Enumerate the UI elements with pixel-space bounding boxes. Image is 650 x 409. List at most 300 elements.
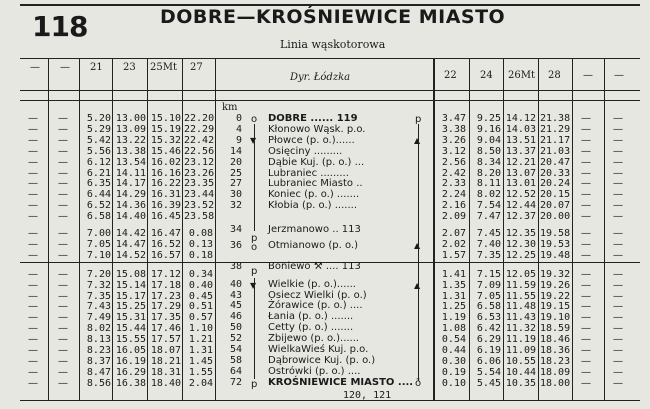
empty-cell: — [58, 312, 68, 324]
empty-cell: — [28, 377, 38, 389]
train-22-header: 22 [444, 70, 457, 81]
time-cell: 6.21 [86, 167, 111, 179]
empty-cell: — [28, 366, 38, 378]
km-value: 25 [229, 167, 242, 179]
time-cell: 6.29 [476, 334, 501, 346]
route-title: DOBRE—KROŚNIEWICE MIASTO [160, 6, 506, 28]
time-cell: 10.55 [505, 355, 536, 367]
empty-cell: — [58, 345, 68, 356]
time-cell: 13.07 [505, 167, 536, 179]
empty-cell: — [28, 156, 38, 168]
empty-cell: — [58, 156, 68, 168]
empty-cell: — [581, 134, 591, 146]
empty-cell: — [58, 249, 68, 261]
station-name: Boniewo ⚒ .... 113 [268, 260, 361, 272]
time-cell: 22.20 [184, 113, 215, 124]
km-value: 38 [229, 260, 242, 272]
empty-cell: — [581, 211, 591, 223]
time-cell: 1.35 [441, 279, 466, 291]
empty-cell: — [28, 334, 38, 346]
col-divider [538, 58, 539, 400]
empty-cell: — [58, 134, 68, 146]
time-cell: 3.12 [441, 145, 466, 157]
time-cell: 16.47 [150, 228, 181, 239]
station-name: Kłobia (p. o.) ....... [268, 200, 358, 212]
time-cell: 0.45 [188, 290, 213, 302]
time-cell: 12.05 [505, 268, 536, 280]
time-cell: 2.04 [188, 377, 213, 389]
time-cell: 8.02 [86, 323, 111, 335]
empty-cell: — [28, 268, 38, 280]
empty-cell: — [28, 200, 38, 212]
up-arrow-icon: ▲ [414, 280, 421, 290]
station-name: Lubraniec Miasto .. [268, 178, 363, 190]
empty-cell: — [581, 334, 591, 346]
time-cell: 13.22 [115, 134, 146, 146]
time-cell: 16.45 [150, 211, 181, 223]
time-cell: 21.17 [540, 134, 571, 146]
time-cell: 12.52 [505, 189, 536, 201]
station-name: Ostrówki (p. o.) .... [268, 365, 361, 377]
empty-cell: — [613, 123, 623, 135]
time-cell: 9.04 [476, 134, 501, 146]
empty-cell: — [613, 268, 623, 280]
empty-cell: — [613, 145, 623, 157]
km-value: 36 [229, 239, 242, 251]
time-cell: 0.19 [441, 366, 466, 378]
time-cell: 10.35 [505, 377, 536, 389]
time-cell: 2.56 [441, 156, 466, 168]
empty-cell: — [581, 312, 591, 324]
time-cell: 19.15 [540, 301, 571, 313]
empty-cell: — [613, 377, 623, 389]
time-cell: 22.56 [184, 145, 215, 157]
time-cell: 20.24 [540, 178, 571, 190]
top-rule [20, 4, 640, 6]
empty-cell: — [581, 238, 591, 250]
time-cell: 14.40 [115, 211, 146, 223]
time-cell: 0.13 [188, 238, 213, 250]
time-cell: 1.31 [441, 290, 466, 302]
time-cell: 18.09 [540, 366, 571, 378]
stop-symbol: p [251, 265, 258, 277]
time-cell: 11.32 [505, 323, 536, 335]
time-cell: 5.56 [86, 145, 111, 157]
empty-cell: — [28, 167, 38, 179]
km-value: 32 [229, 200, 242, 212]
time-cell: 20.00 [540, 211, 571, 223]
time-cell: 15.46 [150, 145, 181, 157]
time-cell: 13.37 [505, 145, 536, 157]
time-cell: 16.38 [115, 377, 146, 389]
time-cell: 13.00 [115, 113, 146, 124]
stop-symbol: p [251, 378, 258, 390]
time-cell: 3.38 [441, 123, 466, 135]
time-cell: 13.54 [115, 156, 146, 168]
time-cell: 8.50 [476, 145, 501, 157]
km-value: 58 [229, 354, 242, 366]
time-cell: 7.05 [476, 290, 501, 302]
empty-cell: — [581, 279, 591, 291]
time-cell: 1.08 [441, 323, 466, 335]
empty-cell: — [581, 189, 591, 201]
station-name: KROŚNIEWICE MIASTO .... [268, 376, 414, 388]
time-cell: 14.52 [115, 249, 146, 261]
time-cell: 7.45 [476, 228, 501, 239]
km-value: 54 [229, 344, 242, 355]
empty-cell: — [613, 249, 623, 261]
empty-cell: — [28, 238, 38, 250]
time-cell: 12.35 [505, 228, 536, 239]
time-cell: 13.01 [505, 178, 536, 190]
empty-cell: — [581, 366, 591, 378]
empty-cell: — [613, 113, 623, 124]
time-cell: 7.32 [86, 279, 111, 291]
station-name: Wielkie (p. o.)...... [268, 278, 356, 290]
time-cell: 9.16 [476, 123, 501, 135]
empty-col-header: — [583, 70, 593, 81]
time-cell: 15.17 [115, 290, 146, 302]
time-cell: 17.18 [150, 279, 181, 291]
time-cell: 6.06 [476, 355, 501, 367]
time-cell: 15.10 [150, 113, 181, 124]
km-value: 9 [235, 134, 242, 146]
time-cell: 2.02 [441, 238, 466, 250]
empty-cell: — [58, 268, 68, 280]
time-cell: 23.44 [184, 189, 215, 201]
empty-cell: — [28, 323, 38, 335]
time-cell: 2.42 [441, 167, 466, 179]
km-value: 50 [229, 322, 242, 334]
empty-cell: — [613, 345, 623, 356]
time-cell: 11.59 [505, 279, 536, 291]
empty-col-header: — [614, 70, 624, 81]
time-cell: 14.42 [115, 228, 146, 239]
empty-cell: — [58, 145, 68, 157]
train-21-header: 21 [90, 62, 103, 73]
time-cell: 16.57 [150, 249, 181, 261]
empty-cell: — [581, 123, 591, 135]
time-cell: 14.11 [115, 167, 146, 179]
col-divider [48, 58, 49, 400]
empty-cell: — [28, 178, 38, 190]
km-value: 43 [229, 289, 242, 301]
time-cell: 11.09 [505, 345, 536, 356]
time-cell: 15.25 [115, 301, 146, 313]
station-name: Dąbrowice Kuj. (p. o.) [268, 354, 376, 366]
time-cell: 11.43 [505, 312, 536, 324]
time-cell: 7.40 [476, 238, 501, 250]
empty-cell: — [613, 279, 623, 291]
time-cell: 6.42 [476, 323, 501, 335]
stop-symbol: p [251, 233, 258, 244]
time-cell: 1.21 [188, 334, 213, 346]
train-27-header: 27 [190, 62, 203, 73]
time-cell: 7.47 [476, 211, 501, 223]
station-name: Otmianowo (p. o.) [268, 239, 358, 251]
time-cell: 3.26 [441, 134, 466, 146]
empty-cell: — [58, 238, 68, 250]
time-cell: 16.02 [150, 156, 181, 168]
empty-cell: — [581, 377, 591, 389]
empty-cell: — [58, 189, 68, 201]
time-cell: 0.54 [441, 334, 466, 346]
empty-cell: — [613, 334, 623, 346]
col-divider [182, 58, 183, 400]
empty-cell: — [28, 312, 38, 324]
station-name: Płowce (p. o.)...... [268, 134, 355, 146]
down-arrow-icon: ▼ [250, 280, 257, 290]
col-divider [503, 58, 504, 400]
empty-cell: — [58, 228, 68, 239]
time-cell: 14.47 [115, 238, 146, 250]
time-cell: 7.54 [476, 200, 501, 212]
time-cell: 5.29 [86, 123, 111, 135]
time-cell: 11.19 [505, 334, 536, 346]
time-cell: 10.44 [505, 366, 536, 378]
time-cell: 0.34 [188, 268, 213, 280]
empty-cell: — [58, 211, 68, 223]
time-cell: 21.38 [540, 113, 571, 124]
time-cell: 11.55 [505, 290, 536, 302]
km-value: 40 [229, 278, 242, 290]
stop-symbol: o [251, 241, 258, 253]
time-cell: 7.20 [86, 268, 111, 280]
time-cell: 19.53 [540, 238, 571, 250]
time-cell: 0.51 [188, 301, 213, 313]
route-subtitle: Linia wąskotorowa [280, 38, 386, 51]
train-23-header: 23 [123, 62, 136, 73]
station-name: Koniec (p. o.) ....... [268, 189, 360, 201]
time-cell: 6.44 [86, 189, 111, 201]
empty-cell: — [613, 312, 623, 324]
time-cell: 2.24 [441, 189, 466, 201]
empty-cell: — [581, 228, 591, 239]
empty-cell: — [613, 211, 623, 223]
time-cell: 0.40 [188, 279, 213, 291]
time-cell: 15.55 [115, 334, 146, 346]
time-cell: 15.31 [115, 312, 146, 324]
station-name: Osiecz Wielki (p. o.) [268, 289, 367, 301]
time-cell: 17.57 [150, 334, 181, 346]
km-value: 27 [229, 178, 242, 190]
time-cell: 19.48 [540, 249, 571, 261]
time-cell: 11.48 [505, 301, 536, 313]
station-name: Osięciny ......... [268, 145, 343, 157]
time-cell: 23.12 [184, 156, 215, 168]
station-name: Lubraniec ......... [268, 167, 349, 179]
empty-cell: — [28, 301, 38, 313]
empty-cell: — [28, 290, 38, 302]
time-cell: 1.57 [441, 249, 466, 261]
time-cell: 2.09 [441, 211, 466, 223]
empty-cell: — [28, 279, 38, 291]
time-cell: 16.31 [150, 189, 181, 201]
time-cell: 5.20 [86, 113, 111, 124]
station-name: Jerzmanowo .. 113 [268, 224, 361, 236]
time-cell: 18.23 [540, 355, 571, 367]
train-24-header: 24 [480, 70, 493, 81]
col-divider [79, 58, 80, 400]
time-cell: 14.17 [115, 178, 146, 190]
train-26mt-header: 26Mt [508, 70, 535, 81]
station-name: Kłonowo Wąsk. p.o. [268, 123, 366, 135]
empty-cell: — [613, 301, 623, 313]
empty-cell: — [581, 156, 591, 168]
time-cell: 7.35 [86, 290, 111, 302]
empty-cell: — [613, 366, 623, 378]
time-cell: 20.15 [540, 189, 571, 201]
empty-cell: — [28, 211, 38, 223]
time-cell: 1.10 [188, 323, 213, 335]
time-cell: 23.52 [184, 200, 215, 212]
empty-cell: — [581, 178, 591, 190]
time-cell: 8.23 [86, 345, 111, 356]
time-cell: 8.13 [86, 334, 111, 346]
time-cell: 19.22 [540, 290, 571, 302]
empty-cell: — [581, 290, 591, 302]
time-cell: 15.08 [115, 268, 146, 280]
time-cell: 14.29 [115, 189, 146, 201]
empty-cell: — [613, 238, 623, 250]
empty-col-header: — [60, 62, 70, 73]
empty-cell: — [613, 178, 623, 190]
time-cell: 15.44 [115, 323, 146, 335]
body-top-rule [20, 100, 640, 101]
col-divider [572, 58, 573, 400]
time-cell: 18.07 [150, 345, 181, 356]
time-cell: 14.03 [505, 123, 536, 135]
empty-cell: — [58, 355, 68, 367]
time-cell: 1.25 [441, 301, 466, 313]
time-cell: 18.59 [540, 323, 571, 335]
time-cell: 7.09 [476, 279, 501, 291]
time-cell: 2.16 [441, 200, 466, 212]
empty-cell: — [58, 334, 68, 346]
time-cell: 13.09 [115, 123, 146, 135]
empty-cell: — [58, 366, 68, 378]
time-cell: 15.19 [150, 123, 181, 135]
time-cell: 17.12 [150, 268, 181, 280]
down-arrow-icon: ▼ [250, 135, 257, 145]
empty-cell: — [28, 134, 38, 146]
empty-cell: — [581, 345, 591, 356]
time-cell: 16.52 [150, 238, 181, 250]
time-cell: 20.33 [540, 167, 571, 179]
km-value: 52 [229, 333, 242, 345]
time-cell: 0.18 [188, 249, 213, 261]
empty-cell: — [581, 323, 591, 335]
directorate-label: Dyr. Łódzka [290, 72, 351, 83]
time-cell: 7.35 [476, 249, 501, 261]
time-cell: 1.19 [441, 312, 466, 324]
km-value: 34 [229, 224, 242, 236]
empty-cell: — [58, 290, 68, 302]
time-cell: 6.12 [86, 156, 111, 168]
station-name: Cetty (p. o.) ....... [268, 322, 354, 334]
empty-cell: — [613, 134, 623, 146]
time-cell: 0.57 [188, 312, 213, 324]
empty-cell: — [613, 355, 623, 367]
empty-cell: — [58, 279, 68, 291]
time-cell: 14.36 [115, 200, 146, 212]
time-cell: 2.07 [441, 228, 466, 239]
time-cell: 20.07 [540, 200, 571, 212]
empty-cell: — [28, 355, 38, 367]
time-cell: 16.39 [150, 200, 181, 212]
time-cell: 18.40 [150, 377, 181, 389]
time-cell: 8.34 [476, 156, 501, 168]
km-label: km [222, 102, 238, 113]
empty-cell: — [58, 178, 68, 190]
time-cell: 17.29 [150, 301, 181, 313]
time-cell: 16.16 [150, 167, 181, 179]
time-cell: 20.47 [540, 156, 571, 168]
time-cell: 21.03 [540, 145, 571, 157]
empty-cell: — [581, 200, 591, 212]
km-value: 20 [229, 156, 242, 168]
empty-cell: — [613, 228, 623, 239]
time-cell: 19.58 [540, 228, 571, 239]
time-cell: 23.35 [184, 178, 215, 190]
time-cell: 19.26 [540, 279, 571, 291]
time-cell: 18.21 [150, 355, 181, 367]
km-value: 14 [229, 145, 242, 157]
train-28-header: 28 [548, 70, 561, 81]
km-value: 30 [229, 189, 242, 201]
empty-cell: — [58, 323, 68, 335]
station-name: Zbijewo (p. o.)...... [268, 333, 360, 345]
time-cell: 12.37 [505, 211, 536, 223]
empty-cell: — [28, 249, 38, 261]
empty-cell: — [28, 123, 38, 135]
empty-cell: — [581, 167, 591, 179]
time-cell: 18.36 [540, 345, 571, 356]
time-cell: 23.26 [184, 167, 215, 179]
col-divider [112, 58, 113, 400]
time-cell: 17.23 [150, 290, 181, 302]
time-cell: 23.58 [184, 211, 215, 223]
km-value: 4 [235, 123, 242, 135]
time-cell: 7.49 [86, 312, 111, 324]
time-cell: 6.53 [476, 312, 501, 324]
time-cell: 18.46 [540, 334, 571, 346]
time-cell: 6.58 [86, 211, 111, 223]
time-cell: 16.22 [150, 178, 181, 190]
stop-symbol: ō [415, 377, 422, 389]
time-cell: 19.32 [540, 268, 571, 280]
time-cell: 21.29 [540, 123, 571, 135]
col-divider [604, 58, 605, 400]
station-name: WielkaWieś Kuj. p.o. [268, 344, 369, 355]
time-cell: 7.00 [86, 228, 111, 239]
empty-cell: — [28, 113, 38, 124]
column-header-rule [20, 90, 640, 91]
empty-cell: — [613, 290, 623, 302]
time-cell: 6.35 [86, 178, 111, 190]
empty-cell: — [58, 113, 68, 124]
route-line [418, 124, 419, 381]
time-cell: 0.44 [441, 345, 466, 356]
time-cell: 17.46 [150, 323, 181, 335]
time-cell: 18.00 [540, 377, 571, 389]
station-name: Żórawice (p. o.) .... [268, 300, 363, 312]
empty-cell: — [28, 145, 38, 157]
empty-cell: — [613, 323, 623, 335]
route-line [254, 124, 255, 231]
empty-cell: — [613, 189, 623, 201]
empty-cell: — [581, 145, 591, 157]
